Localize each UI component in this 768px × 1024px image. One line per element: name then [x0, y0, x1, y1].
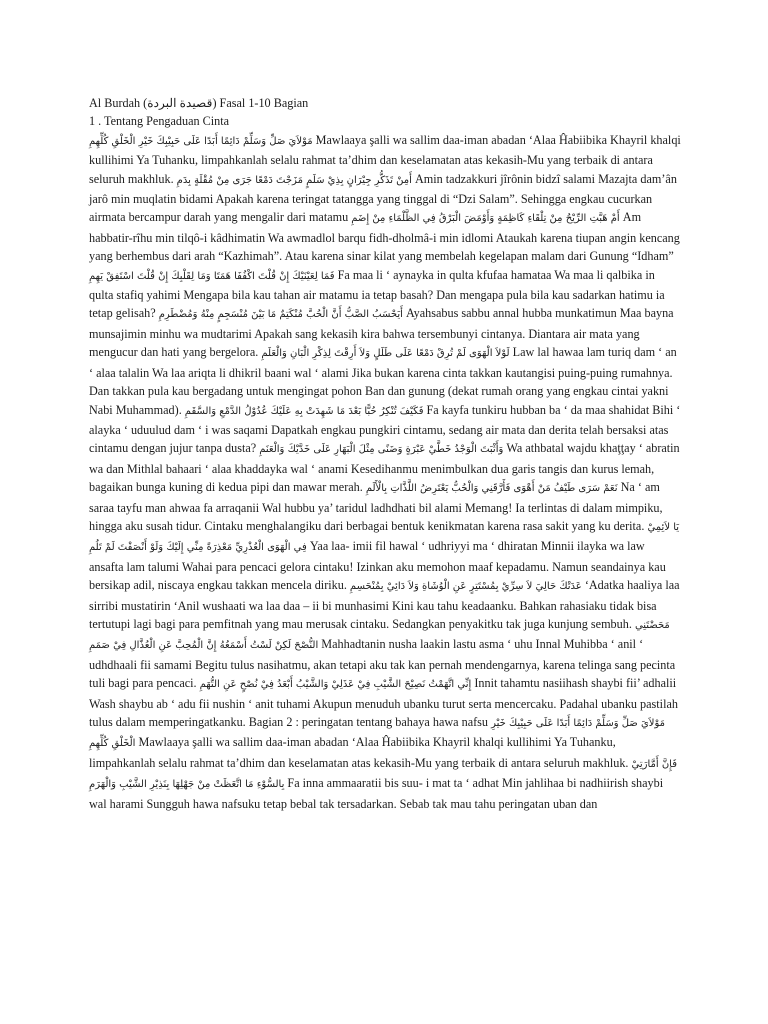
body-paragraph: [89, 131, 681, 813]
arabic-verse: لَوْلاَ الْهَوَى لَمْ تُرِقْ دَمْعًا عَلَى طَلَلٍ وَلاَ أَرِقْتَ لِذِكْرِ الْبَانِ وَالْعَلَمِ: [261, 348, 510, 360]
latin-text: ‘Adatka haaliya laa sirribi mustatirin ‘Anil wushaati wa laa daa – ii bi munhasimi Kini kau tahu keadaanku. Bahkan rahasiaku tidak bisa tertutupi lagi bagi para pemfitnah yang mau merusak cintaku. Sedangkan penyakitku tak juga kunjung sembuh.: [89, 578, 680, 631]
arabic-verse: وَأَثْبَتَ الْوَجْدُ خَطَّيْ عَبْرَةٍ وَضَنًى مِثْلَ الْبَهَارِ عَلَى خَدَّيْكَ وَالْعَنَمِ: [259, 444, 504, 456]
latin-text: Fa inna ammaaratii bis suu- i mat ta ‘ adhat Min jahlihaa bi nadhiirish shaybi wal harami Sungguh hawa nafsuku tetap bebal tak tersadarkan. Sebab tak mau tahu peringatan uban dan: [89, 776, 664, 811]
arabic-verse: نَعَمْ سَرَى طَيْفُ مَنْ أَهْوَى فَأَرَّقَنِي وَالْحُبُّ يَعْتَرِضُ اللَّذَّاتِ بِالْأَلَمِ: [365, 483, 618, 495]
arabic-verse: إِنِّي اتَّهَمْتُ نَصِيْحَ الشَّيْبِ فِيْ عَذَلِيْ وَالشَّيْبُ أَبْعَدُ فِيْ نُصْحٍ عَنِ التُّهَمِ: [199, 679, 472, 691]
section-heading: 1 . Tentang Pengaduan Cinta: [89, 114, 230, 129]
latin-text: Fa kayfa tunkiru hubban ba ‘ da maa shahidat Bihi ‘ alayka ‘ uduulud dam ‘ i was saqami Dapatkah engkau pungkiri cintamu, sedang air mata dan derita telah bersaksi atas cintamu dengan jujur tanpa dusta?: [89, 402, 681, 456]
latin-text: Mawlaaya şalli wa sallim daa-iman abadan ‘Alaa Ĥabiibika Khayril khalqi kullihimi Ya Tuhanku, limpahkanlah selalu rahmat ta’dhim dan keselamatan atas kekasih-Mu yang terbaik di antara seluruh makhluk.: [89, 132, 681, 186]
document-title: Al Burdah (قصيدة البردة) Fasal 1-10 Bagian: [89, 96, 309, 110]
arabic-verse: مَوْلاَيَ صَلِّ وَسَلِّمْ دَائِمًا أَبَدًا عَلَى حَبِيْبِكَ خَيْرِ الْخَلْقِ كُلِّهِمِ: [89, 135, 313, 147]
arabic-verse: أَمِنْ تَذَكُّرِ جِيْرَانٍ بِذِيْ سَلَمٍ مَزَجْتَ دَمْعًا جَرَى مِنْ مُقْلَةٍ بِدَمِ: [176, 174, 412, 186]
latin-text: Mawlaaya şalli wa sallim daa-iman abadan ‘Alaa Ĥabiibika Khayril khalqi kullihimi Ya Tuhanku, limpahkanlah selalu rahmat ta’dhim dan keselamatan atas kekasih-Mu yang terbaik di antara seluruh makhluk.: [89, 735, 629, 770]
document-page: [89, 94, 681, 813]
arabic-verse: مَحَضْتَنِي النُّصْحَ لَكِنْ لَسْتُ أَسْمَعُهُ إِنَّ الْمُحِبَّ عَنِ الْعُذَّالِ فِيْ صَمَمِ: [89, 619, 670, 652]
arabic-verse: مَوْلاَيَ صَلِّ وَسَلِّمْ دَائِمًا أَبَدًا عَلَى حَبِيْبِكَ خَيْرِ الْخَلْقِ كُلِّهِمِ: [89, 718, 666, 750]
latin-text: Wa athbatal wajdu khaţţay ‘ abratin wa dan Mithlal bahaari ‘ alaa khaddayka wal ‘ anami Kesedihanmu menimbulkan dua garis tangis dan kurus lemah, bagaikan bunga kuning di kedua pipi dan mawar merah.: [89, 441, 680, 495]
arabic-verse: أَيَحْسَبُ الصَّبُّ أَنَّ الْحُبَّ مُنْكَتِمٌ مَا بَيْنَ مُنْسَجِمٍ مِنْهُ وَمُضْطَرِمِ: [158, 309, 403, 321]
arabic-verse: عَدَتْكَ حَالِيَ لاَ سِرِّيْ بِمُسْتَتِرٍ عَنِ الْوُشَاةِ وَلاَ دَائِيْ بِمُنْحَسِمِ: [349, 581, 582, 593]
arabic-verse: يَا لاَئِمِيْ فِي الْهَوَى الْعُذْرِيِّ مَعْذِرَةً مِنِّي إِلَيْكَ وَلَوْ أَنْصَفْتَ لَمْ تَلُمِ: [89, 521, 680, 554]
arabic-verse: فَإِنَّ أَمَّارَتِيْ بِالسُّوْءِ مَا اتَّعَظَتْ مِنْ جَهْلِهَا بِنَذِيْرِ الشَّيْبِ وَالْهَرَمِ: [89, 758, 677, 791]
latin-text: Na ‘ am saraa tayfu man ahwaa fa arraqanii Wal hubbu ya’ taridul ladhdhati bil alami Memang! Ia terlintas di dalam mimpiku, hingga aku susah tidur. Cintaku menghalangiku dari berbagai bentuk kenikmatan karena rasa sakit yang ku derita.: [89, 480, 663, 533]
arabic-verse: أَمْ هَبَّتِ الرِّيْحُ مِنْ تِلْقَاءِ كَاظِمَةٍ وَأَوْمَضَ الْبَرْقُ فِي الظَّلْمَاءِ مِنْ إِضَمِ: [351, 213, 620, 225]
arabic-verse: فَكَيْفَ تُنْكِرُ حُبًّا بَعْدَ مَا شَهِدَتْ بِهِ عَلَيْكَ عُدُوْلُ الدَّمْعِ وَالسَّقَمِ: [184, 405, 424, 417]
latin-text: Mahhadtanin nusha laakin lastu asma ‘ uhu Innal Muhibba ‘ anil ‘ udhdhaali fii samami Begitu tulus nasihatmu, akan tetapi aku tak kan pernah mendengarnya, karena telinga sang pecinta tuli bagi para pencaci.: [89, 637, 676, 691]
latin-text: Fa maa li ‘ aynayka in qulta kfufaa hamataa Wa maa li qalbika in qulta stafiq yahimi Mengapa bila kau tahan air matamu ia tetap basah? Dan mengapa pula bila kau sadarkan hatimu ia tetap gelisah?: [89, 267, 665, 321]
latin-text: Law lal hawaa lam turiq dam ‘ an ‘ alaa talalin Wa laa ariqta li dhikril baani wal ‘ alami Jika bukan karena cinta takkan kautangisi puing-puing rumahnya. Dan takkan pula kau bergadang untuk mengingat pohon Ban dan gunung (dekat rumah orang yang engkau cintai yakni Nabi Muhammad).: [89, 345, 677, 417]
arabic-verse: فَمَا لِعَيْنَيْكَ إِنْ قُلْتَ اكْفُفَا هَمَتَا وَمَا لِقَلْبِكَ إِنْ قُلْتَ اسْتَفِقْ يَهِمِ: [89, 270, 335, 282]
latin-text: Yaa laa- imii fil hawal ‘ udhriyyi ma ‘ dhiratan Minnii ilayka wa law ansafta lam talumi Wahai para pencaci gelora cintaku! Izinkan aku memohon maaf kepadamu. Namun seandainya kau bersikap adil, niscaya engkau takkan mencela diriku.: [89, 539, 666, 593]
latin-text: Amin tadzakkuri jîrônin bidzî salami Mazajta dam’ân jarô min muqlatin bidami Apakah karena teringat tatangga yang tinggal di “Dzi Salam”. Sehingga engkau cucurkan airmata bercampur darah yang mengalir dari matamu: [89, 171, 677, 225]
latin-text: Innit tahamtu nasiihash shaybi fii’ adhalii Wash shaybu ab ‘ adu fii nushin ‘ anit tuhami Akupun menuduh ubanku turut serta mencercaku. Padahal ubanku pastilah tulus dalam memperingatkanku. Bagian 2 : peringatan tentang bahaya hawa nafsu: [89, 676, 678, 729]
latin-text: Am habbatir-rîhu min tilqô-i kâdhimatin Wa awmadlol barqu fidh-dholmâ-i min idlomi Ataukah karena tiupan angin kencang yang berhembus dari arah “Kazhimah”. Atau karena sinar kilat yang membelah kegelapan malam dari Gunung “Idham”: [89, 210, 680, 264]
latin-text: Ayahsabus sabbu annal hubba munkatimun Maa bayna munsajimin minhu wa mudtarimi Apakah sang kekasih kira bahwa tersembunyi cintanya. Diantara air mata yang mengucur dan hati yang bergelora.: [89, 306, 674, 360]
